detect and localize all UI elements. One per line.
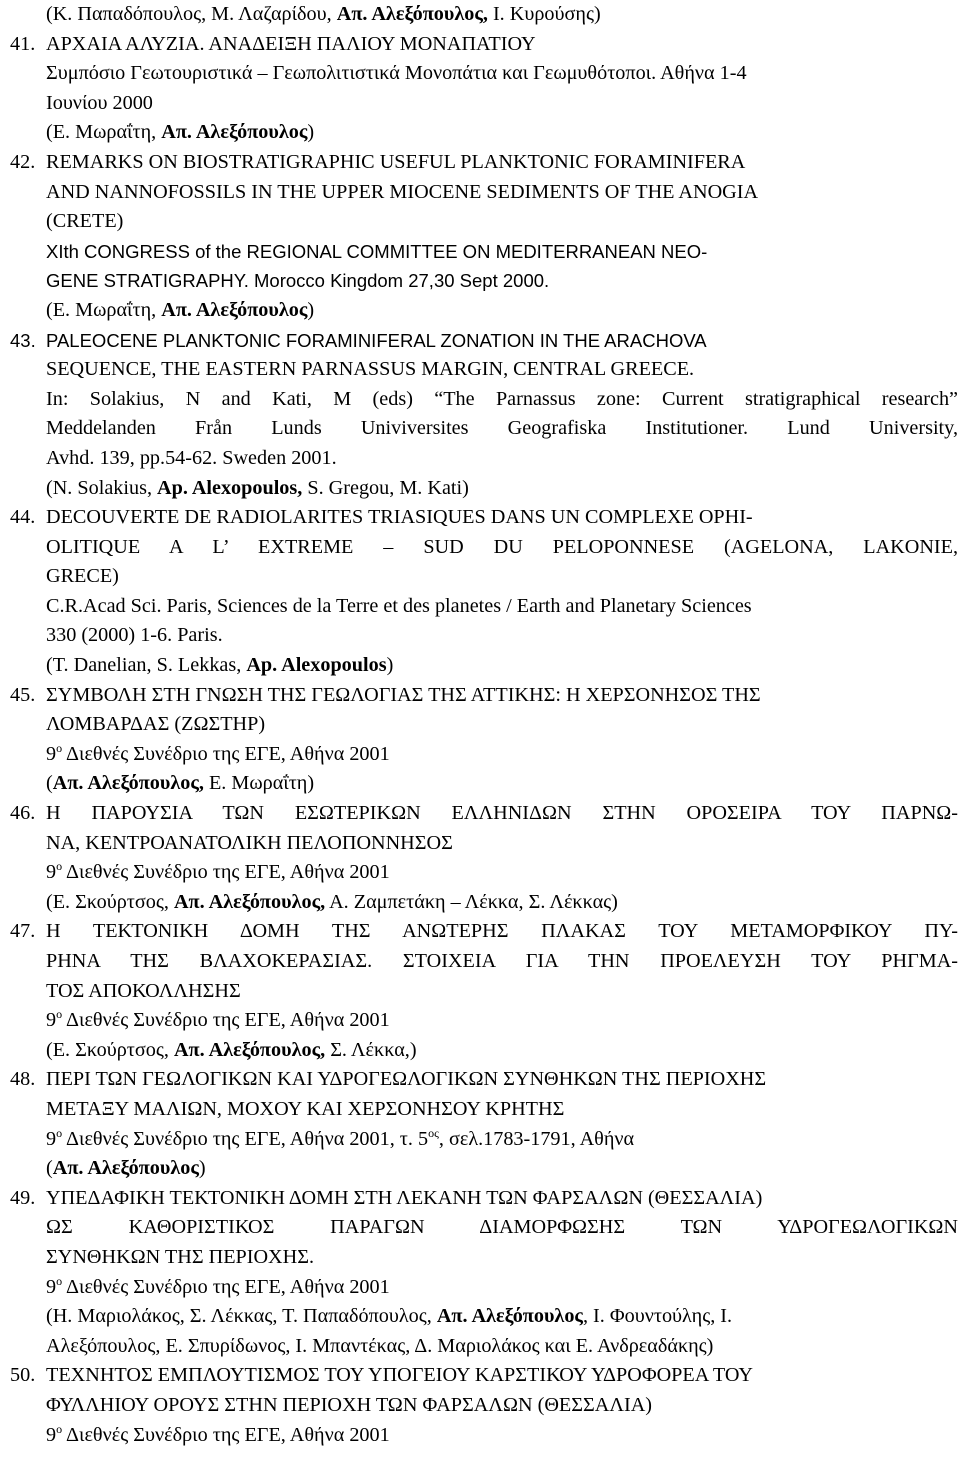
entry-44-authors: (T. Danelian, S. Lekkas, Ap. Alexopoulos) [46, 654, 394, 677]
entry-48-authors: (Απ. Αλεξόπουλος) [46, 1157, 206, 1180]
entry-45-venue: $9^o$ Διεθνές Συνέδριο της ΕΓΕ, Αθήνα 2001 [46, 740, 390, 765]
entry-44-venue: C.R.Acad Sci. Paris, Sciences de la Terre et des planetes / Earth and Planetary Sciences [46, 594, 752, 617]
entry-45-title: 45. ΣΥΜΒΟΛΗ ΣΤΗ ΓΝΩΣΗ ΤΗΣ ΓΕΩΛΟΓΙΑΣ ΤΗΣ ΑΤΤΙΚΗΣ: Η ΧΕΡΣΟΝΗΣΟΣ ΤΗΣ [10, 681, 958, 711]
entry-43-venue: In: Solakius, N and Kati, M (eds) “The Parnassus zone: Current stratigraphical research” [46, 387, 958, 410]
entry-43-authors: (N. Solakius, Ap. Alexopoulos, S. Gregou, M. Kati) [46, 476, 469, 499]
entry-42-venue-cont: GENE STRATIGRAPHY. Morocco Kingdom 27,30 Sept 2000. [46, 270, 550, 292]
entry-49-title-cont: ΣΥΝΘΗΚΩΝ ΤΗΣ ΠΕΡΙΟΧΗΣ. [46, 1245, 315, 1268]
entry-number: 44. [10, 506, 36, 529]
entry-48-title-cont: ΜΕΤΑΞΥ ΜΑΛΙΩΝ, ΜΟΧΟΥ ΚΑΙ ΧΕΡΣΟΝΗΣΟΥ ΚΡΗΤΗΣ [46, 1097, 565, 1120]
entry-number: 45. [10, 683, 36, 706]
entry-49-authors: (Η. Μαριολάκος, Σ. Λέκκας, Τ. Παπαδόπουλος, Απ. Αλεξόπουλος, Ι. Φουντούλης, Ι. [46, 1305, 733, 1328]
entry-41-authors: (Ε. Μωραΐτη, Απ. Αλεξόπουλος) [46, 121, 315, 144]
entry-40-authors: (Κ. Παπαδόπουλος, Μ. Λαζαρίδου, Απ. Αλεξόπουλος, Ι. Κυρούσης) [46, 3, 601, 25]
entry-42-title: 42. REMARKS ON BIOSTRATIGRAPHIC USEFUL PLANKTONIC FORAMINIFERA [10, 148, 958, 178]
entry-number: 41. [10, 32, 36, 55]
entry-45-title-cont: ΛΟΜΒΑΡΔΑΣ (ΖΩΣΤΗΡ) [46, 713, 266, 736]
entry-number: 46. [10, 802, 36, 825]
entry-41-venue-cont: Ιουνίου 2000 [46, 91, 153, 114]
entry-number: 50. [10, 1364, 36, 1387]
entry-43-venue-cont: Avhd. 139, pp.54-62. Sweden 2001. [46, 446, 337, 469]
entry-47-title-cont: ΤΟΣ ΑΠΟΚΟΛΛΗΣΗΣ [46, 979, 241, 1002]
entry-44-title-cont: GRECE) [46, 565, 119, 588]
entry-42-venue: XIth CONGRESS of the REGIONAL COMMITTEE ON MEDITERRANEAN NEO- [46, 240, 708, 262]
entry-47-venue: $9^o$ Διεθνές Συνέδριο της ΕΓΕ, Αθήνα 2001 [46, 1007, 390, 1032]
entry-46-venue: $9^o$ Διεθνές Συνέδριο της ΕΓΕ, Αθήνα 2001 [46, 859, 390, 884]
entry-47-title: 47. Η ΤΕΚΤΟΝΙΚΗ ΔΟΜΗ ΤΗΣ ΑΝΩΤΕΡΗΣ ΠΛΑΚΑΣ ΤΟΥ ΜΕΤΑΜΟΡΦΙΚΟΥ ΠΥ- [10, 917, 958, 947]
entry-41-title: 41. ΑΡΧΑΙΑ ΑΛΥΖΙΑ. ΑΝΑΔΕΙΞΗ ΠΑΛΙΟΥ ΜΟΝΑΠΑΤΙΟΥ [10, 30, 958, 60]
entry-42-title-cont: AND NANNOFOSSILS IN THE UPPER MIOCENE SEDIMENTS OF THE ANOGIA [46, 180, 759, 203]
entry-48-venue: $9^o$ Διεθνές Συνέδριο της ΕΓΕ, Αθήνα 2001, τ. $5^{o\varsigma}$, σελ.1783-1791, Αθήνα [46, 1125, 635, 1150]
entry-47-authors: (Ε. Σκούρτσος, Απ. Αλεξόπουλος, Σ. Λέκκα,) [46, 1038, 417, 1061]
entry-42-title-cont: (CRETE) [46, 210, 124, 233]
entry-50-title-cont: ΦΥΛΛΗΙΟΥ ΟΡΟΥΣ ΣΤΗΝ ΠΕΡΙΟΧΗ ΤΩΝ ΦΑΡΣΑΛΩΝ (ΘΕΣΣΑΛΙΑ) [46, 1393, 653, 1416]
entry-49-title: 49. ΥΠΕΔΑΦΙΚΗ ΤΕΚΤΟΝΙΚΗ ΔΟΜΗ ΣΤΗ ΛΕΚΑΝΗ ΤΩΝ ΦΑΡΣΑΛΩΝ (ΘΕΣΣΑΛΙΑ) [10, 1184, 958, 1214]
entry-44-title-cont: OLITIQUE A L’ EXTREME – SUD DU PELOPONNESE (AGELONA, LAKONIE, [46, 535, 958, 558]
entry-number: 42. [10, 150, 36, 173]
entry-49-title-cont: ΩΣ ΚΑΘΟΡΙΣΤΙΚΟΣ ΠΑΡΑΓΩΝ ΔΙΑΜΟΡΦΩΣΗΣ ΤΩΝ ΥΔΡΟΓΕΩΛΟΓΙΚΩΝ [46, 1216, 958, 1239]
entry-number: 47. [10, 920, 36, 943]
entry-50-title: 50. ΤΕΧΝΗΤΟΣ ΕΜΠΛΟΥΤΙΣΜΟΣ ΤΟΥ ΥΠΟΓΕΙΟΥ ΚΑΡΣΤΙΚΟΥ ΥΔΡΟΦΟΡΕΑ ΤΟΥ [10, 1361, 958, 1391]
entry-49-venue: $9^o$ Διεθνές Συνέδριο της ΕΓΕ, Αθήνα 2001 [46, 1273, 390, 1298]
entry-44-title: 44. DECOUVERTE DE RADIOLARITES TRIASIQUES DANS UN COMPLEXE OPHI- [10, 503, 958, 533]
entry-49-authors-cont: Αλεξόπουλος, Ε. Σπυρίδωνος, Ι. Μπαντέκας, Δ. Μαριολάκος και Ε. Ανδρεαδάκης) [46, 1334, 714, 1357]
entry-43-title-cont: SEQUENCE, THE EASTERN PARNASSUS MARGIN, CENTRAL GREECE. [46, 358, 695, 381]
entry-number: 43. [10, 329, 36, 351]
entry-44-venue-cont: 330 (2000) 1-6. Paris. [46, 624, 223, 647]
entry-48-title: 48. ΠΕΡΙ ΤΩΝ ΓΕΩΛΟΓΙΚΩΝ ΚΑΙ ΥΔΡΟΓΕΩΛΟΓΙΚΩΝ ΣΥΝΘΗΚΩΝ ΤΗΣ ΠΕΡΙΟΧΗΣ [10, 1065, 958, 1095]
entry-42-authors: (Ε. Μωραΐτη, Απ. Αλεξόπουλος) [46, 298, 315, 321]
entry-46-title: 46. Η ΠΑΡΟΥΣΙΑ ΤΩΝ ΕΣΩΤΕΡΙΚΩΝ ΕΛΛΗΝΙΔΩΝ ΣΤΗΝ ΟΡΟΣΕΙΡΑ ΤΟΥ ΠΑΡΝΩ- [10, 799, 958, 829]
entry-46-title-cont: ΝΑ, ΚΕΝΤΡΟΑΝΑΤΟΛΙΚΗ ΠΕΛΟΠΟΝΝΗΣΟΣ [46, 831, 453, 854]
entry-46-authors: (Ε. Σκούρτσος, Απ. Αλεξόπουλος, Α. Ζαμπετάκη – Λέκκα, Σ. Λέκκας) [46, 890, 618, 913]
entry-number: 48. [10, 1068, 36, 1091]
entry-43-venue-cont: Meddelanden Från Lunds Univiversites Geografiska Institutioner. Lund University, [46, 417, 958, 440]
entry-number: 49. [10, 1186, 36, 1209]
entry-47-title-cont: ΡΗΝΑ ΤΗΣ ΒΛΑΧΟΚΕΡΑΣΙΑΣ. ΣΤΟΙΧΕΙΑ ΓΙΑ ΤΗΝ ΠΡΟΕΛΕΥΣΗ ΤΟΥ ΡΗΓΜΑ- [46, 950, 958, 972]
entry-45-authors: (Απ. Αλεξόπουλος, Ε. Μωραΐτη) [46, 772, 315, 795]
entry-50-venue: $9^o$ Διεθνές Συνέδριο της ΕΓΕ, Αθήνα 2001 [46, 1421, 390, 1446]
entry-41-venue: Συμπόσιο Γεωτουριστικά – Γεωπολιτιστικά Μονοπάτια και Γεωμυθότοποι. Αθήνα 1-4 [46, 62, 747, 85]
entry-43-title: 43. PALEOCENE PLANKTONIC FORAMINIFERAL ZONATION IN THE ARACHOVA [10, 326, 958, 356]
